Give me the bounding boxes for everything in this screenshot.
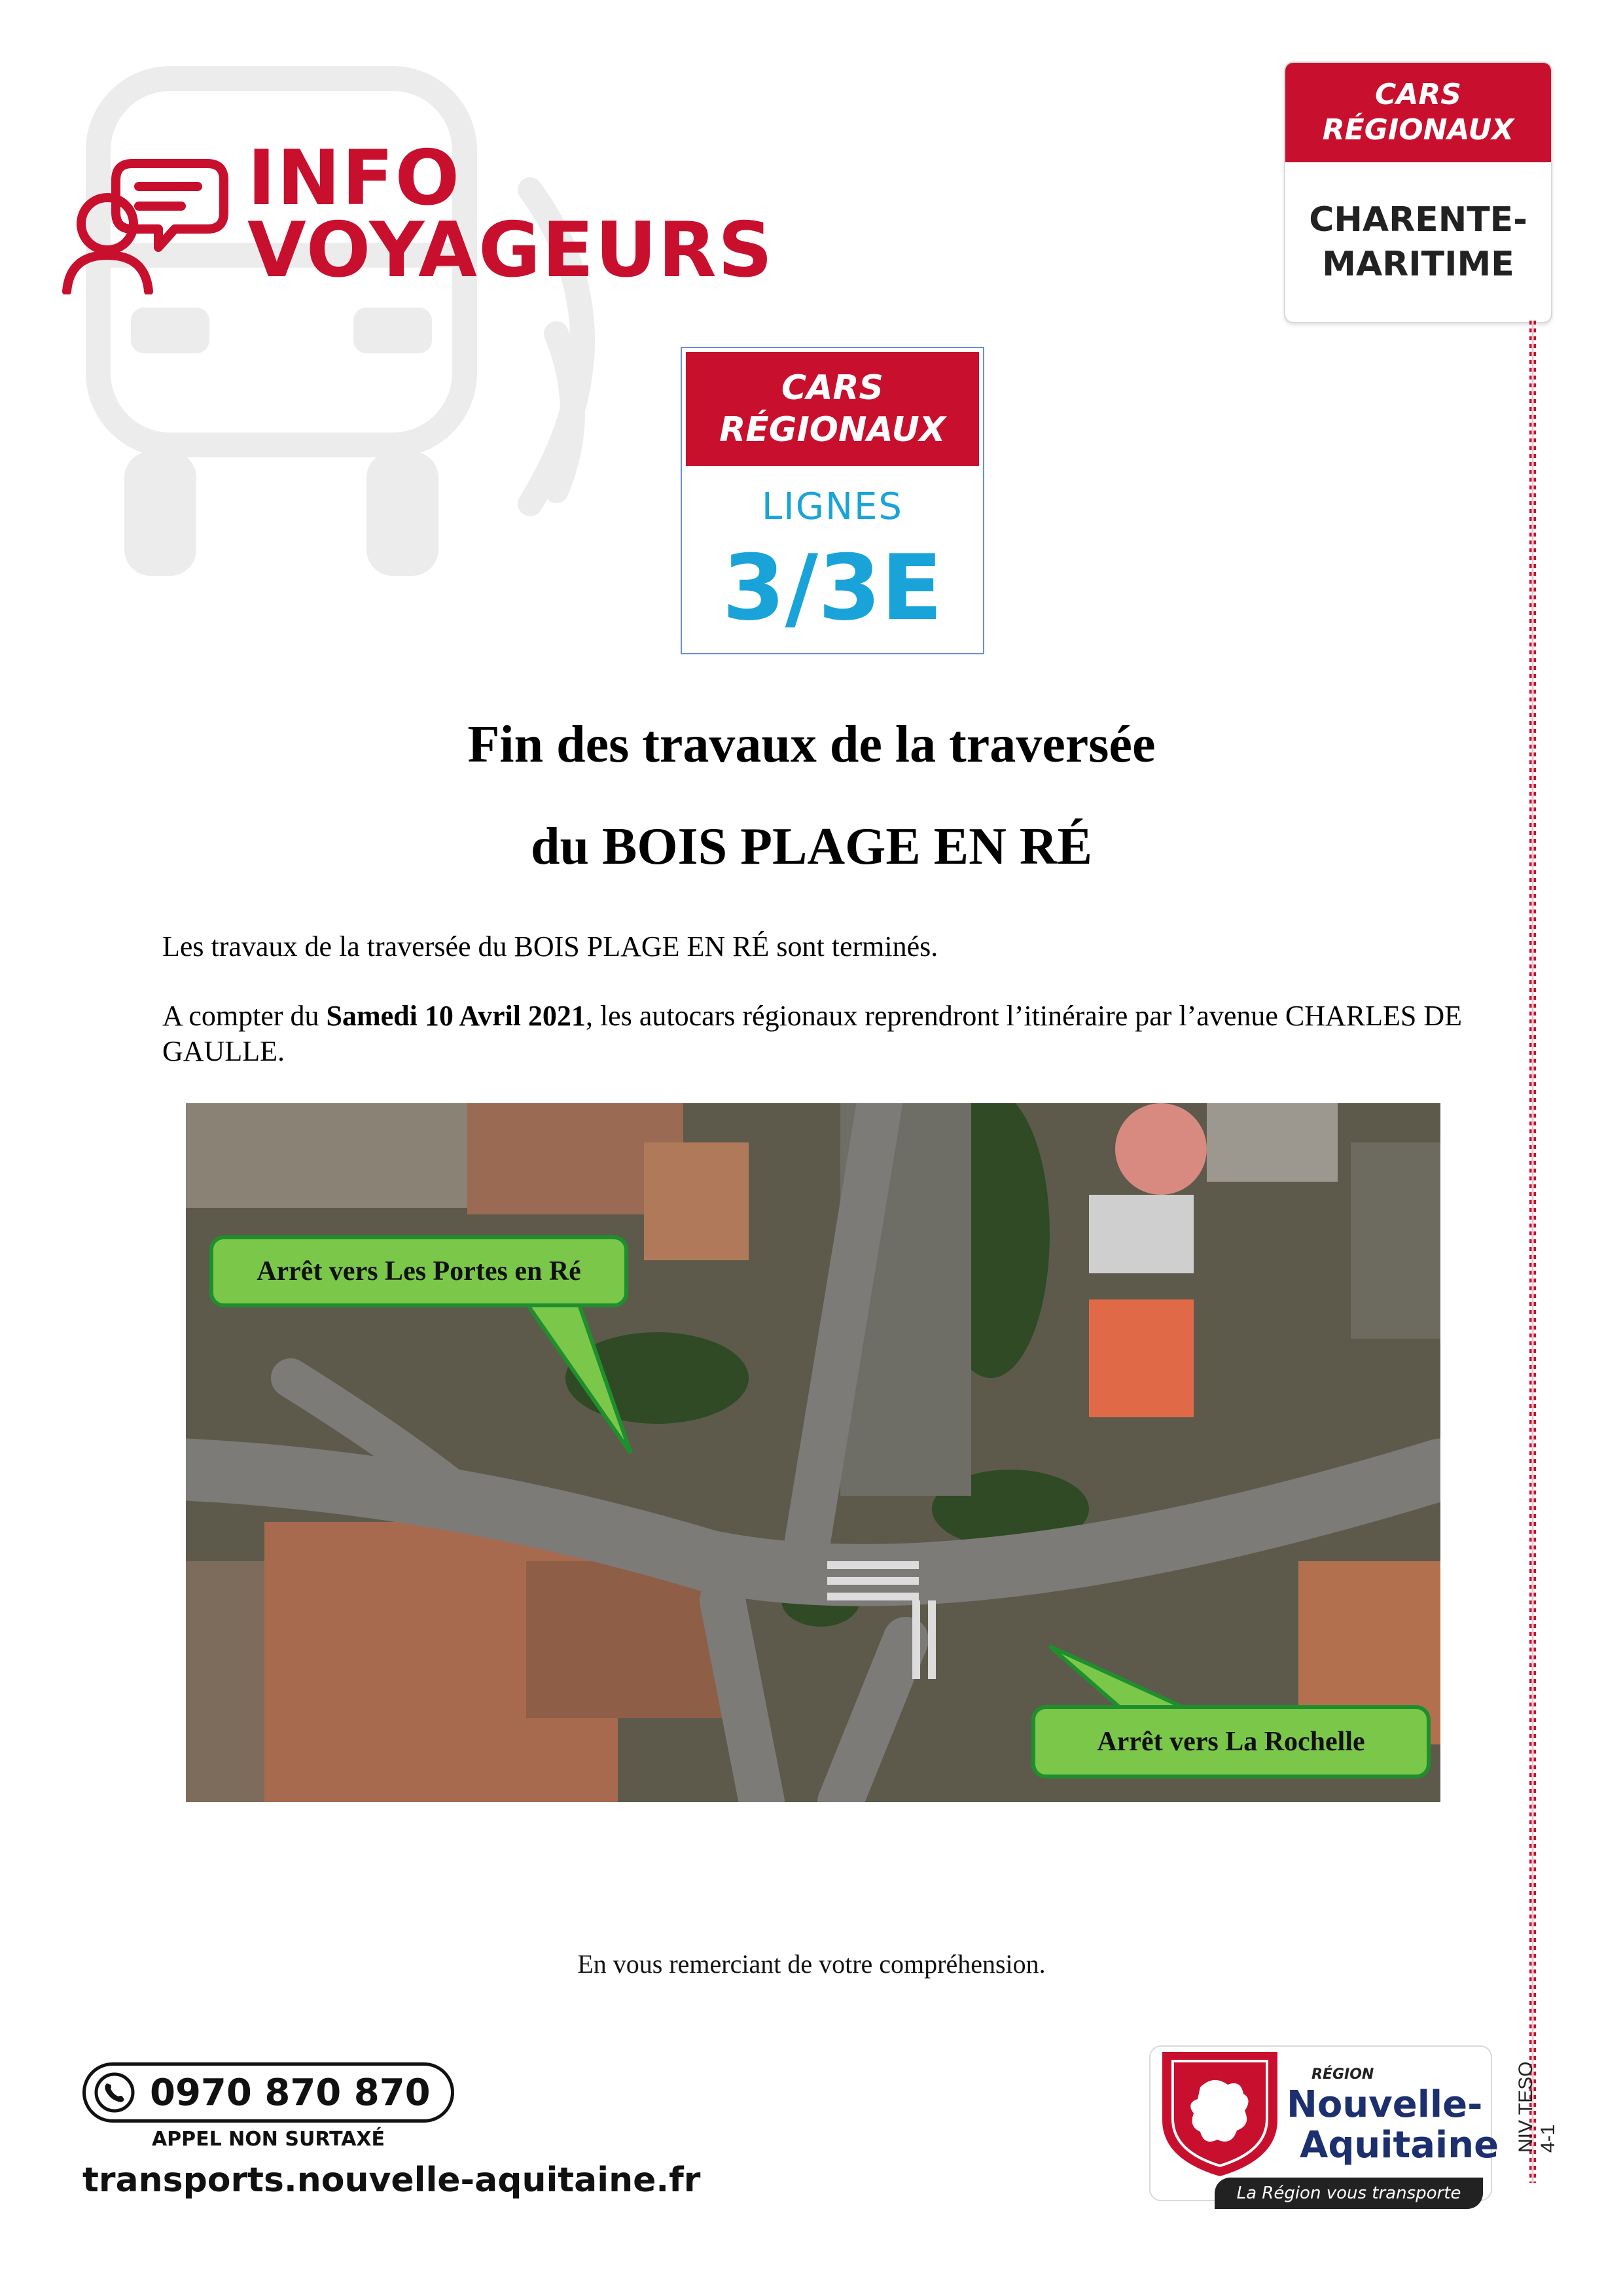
para2-suffix: , les autocars régionaux reprendront l’itinéraire par l’avenue CHARLES DE GAULLE. [162,1000,1463,1067]
thanks-text: En vous remerciant de votre compréhension. [577,1949,1046,1979]
chat-bubble-person-icon [60,150,234,294]
title-line-2: VOYAGEURS [247,206,774,294]
lines-badge-line-1: CARS [781,368,883,408]
region-badge-line-2: RÉGIONAUX [1322,113,1514,147]
paragraph-works-finished: Les travaux de la traversée du BOIS PLAGE EN RÉ sont terminés. [162,930,938,963]
lines-badge [681,347,984,654]
lines-label: LIGNES [762,486,903,528]
region-badge-body [1285,162,1551,322]
region-nouvelle-aquitaine-logo [1149,2045,1499,2203]
lines-badge-line-2: RÉGIONAUX [719,410,946,450]
callout-stop-la-rochelle: Arrêt vers La Rochelle [1031,1705,1431,1778]
phone-icon [94,2072,135,2113]
phone-number: 0970 870 870 [150,2071,431,2114]
phone-box[interactable] [82,2062,454,2123]
region-name-line-1: Nouvelle- [1287,2083,1483,2126]
info-voyageurs-title [247,134,774,294]
region-badge [1284,62,1552,323]
notice-headline [164,694,1459,898]
callout-stop-les-portes: Arrêt vers Les Portes en Ré [209,1235,628,1307]
aerial-map [186,1103,1440,1802]
headline-line-2: du BOIS PLAGE EN RÉ [530,818,1093,875]
department-line-2: MARITIME [1322,245,1514,284]
headline-line-1: Fin des travaux de la traversée [467,716,1156,773]
resume-date: Samedi 10 Avril 2021 [326,1000,586,1032]
region-slogan: La Région vous transporte [1215,2178,1483,2209]
region-name [1287,2085,1499,2166]
lion-shield-icon [1154,2048,1285,2179]
region-badge-header [1285,63,1551,162]
region-badge-line-1: CARS [1375,78,1461,111]
phone-note: APPEL NON SURTAXÉ [151,2128,385,2151]
lines-badge-header [686,352,979,466]
document-reference: NIV TESO 4-1 [1515,2061,1559,2153]
lines-number: 3/3E [722,535,943,641]
aerial-map-image [186,1103,1440,1802]
region-name-line-2: Aquitaine [1300,2124,1499,2166]
para2-prefix: A compter du [162,1000,327,1032]
decorative-border [1521,321,1544,2183]
region-label: RÉGION [1311,2066,1374,2083]
website-link[interactable]: transports.nouvelle-aquitaine.fr [82,2161,701,2200]
paragraph-resume-route [162,998,1471,1069]
department-line-1: CHARENTE- [1309,200,1527,239]
title-line-1: INFO [247,134,461,222]
